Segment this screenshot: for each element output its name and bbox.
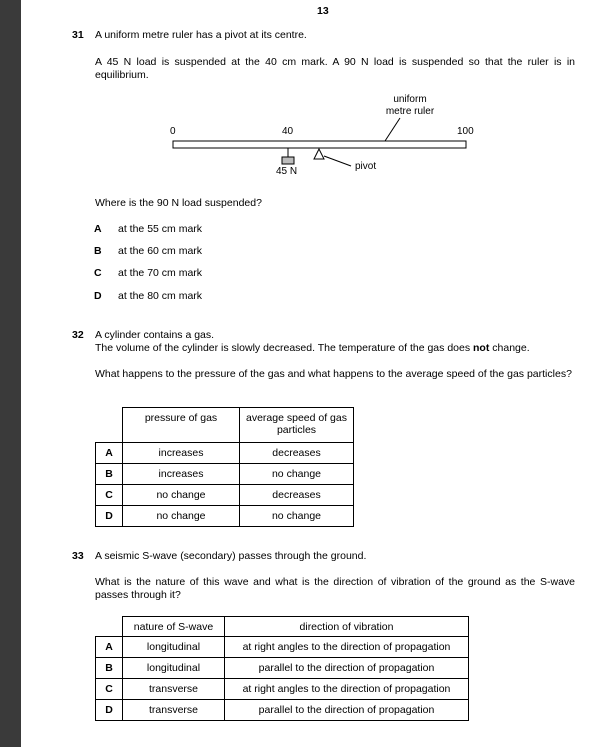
- table-header-row: [96, 617, 469, 637]
- table-row: [96, 485, 354, 506]
- table-row: [96, 637, 469, 658]
- cell-direction: at right angles to the direction of propagation: [225, 679, 469, 700]
- question-31-body: A 45 N load is suspended at the 40 cm mark. A 90 N load is suspended so that the ruler is in equilibrium.: [95, 56, 575, 81]
- cell-direction: at right angles to the direction of propagation: [225, 637, 469, 658]
- mark-0-label: 0: [170, 126, 176, 137]
- cell-nature: transverse: [123, 679, 225, 700]
- mark-40-label: 40: [282, 126, 294, 137]
- row-letter: C: [96, 485, 123, 506]
- cell-nature: longitudinal: [123, 658, 225, 679]
- table-header-row: [96, 408, 354, 443]
- row-letter: A: [96, 637, 123, 658]
- q31-option-d-letter: D: [94, 290, 102, 302]
- q31-option-a-letter: A: [94, 223, 102, 235]
- q33-header-nature: nature of S-wave: [123, 617, 225, 637]
- cell-pressure: increases: [123, 443, 240, 464]
- cell-speed: decreases: [240, 485, 354, 506]
- table-row: [96, 506, 354, 527]
- ruler-label-line1: uniform: [393, 94, 427, 105]
- question-32-line2: [95, 342, 530, 354]
- table-row: [96, 658, 469, 679]
- cell-pressure: no change: [123, 506, 240, 527]
- pivot-pointer: [324, 156, 351, 166]
- ruler-label-line2: metre ruler: [385, 106, 435, 117]
- pivot-triangle: [314, 149, 324, 159]
- question-32-number: 32: [72, 329, 84, 341]
- row-letter: B: [96, 464, 123, 485]
- cell-nature: longitudinal: [123, 637, 225, 658]
- question-32-question: What happens to the pressure of the gas and what happens to the average speed of the gas particles?: [95, 368, 572, 380]
- q32-header-speed: average speed of gas particles: [240, 408, 354, 443]
- q31-option-a-text: at the 55 cm mark: [118, 223, 203, 235]
- question-33-number: 33: [72, 550, 84, 562]
- row-letter: A: [96, 443, 123, 464]
- cell-speed: decreases: [240, 443, 354, 464]
- cell-speed: no change: [240, 464, 354, 485]
- q31-option-c-text: at the 70 cm mark: [118, 267, 203, 279]
- question-31-stem: A uniform metre ruler has a pivot at its centre.: [95, 29, 307, 41]
- row-letter: D: [96, 700, 123, 721]
- table-row: [96, 700, 469, 721]
- cell-pressure: increases: [123, 464, 240, 485]
- row-letter: D: [96, 506, 123, 527]
- q31-option-d-text: at the 80 cm mark: [118, 290, 203, 302]
- table-row: [96, 443, 354, 464]
- mark-100-label: 100: [457, 126, 474, 137]
- q33-header-direction: direction of vibration: [225, 617, 469, 637]
- table-row: [96, 464, 354, 485]
- q32-line2-bold: not: [473, 342, 490, 354]
- ruler-label-pointer: [385, 118, 400, 141]
- q31-option-b-letter: B: [94, 245, 102, 257]
- q31-option-c-letter: C: [94, 267, 102, 279]
- cell-pressure: no change: [123, 485, 240, 506]
- row-letter: C: [96, 679, 123, 700]
- q32-line2-pre: The volume of the cylinder is slowly decreased. The temperature of the gas does: [95, 342, 474, 354]
- load-block: [282, 157, 294, 164]
- q32-answer-table: [95, 407, 354, 527]
- row-letter: B: [96, 658, 123, 679]
- q31-option-b-text: at the 60 cm mark: [118, 245, 203, 257]
- cell-direction: parallel to the direction of propagation: [225, 658, 469, 679]
- cell-nature: transverse: [123, 700, 225, 721]
- table-corner-cell: [96, 408, 123, 443]
- q33-answer-table: [95, 616, 469, 721]
- table-corner-cell: [96, 617, 123, 637]
- question-31-question: Where is the 90 N load suspended?: [95, 197, 262, 209]
- page-number: 13: [317, 5, 329, 17]
- table-row: [96, 679, 469, 700]
- metre-ruler: [173, 141, 466, 148]
- pivot-label: pivot: [355, 161, 377, 172]
- question-32-line1: A cylinder contains a gas.: [95, 329, 215, 341]
- question-31-number: 31: [72, 29, 84, 41]
- question-33-stem: A seismic S-wave (secondary) passes through the ground.: [95, 550, 367, 562]
- q32-line2-post: change.: [489, 342, 530, 354]
- question-33-question: What is the nature of this wave and what is the direction of vibration of the ground as the S-wave passes through it?: [95, 576, 575, 601]
- cell-speed: no change: [240, 506, 354, 527]
- cell-direction: parallel to the direction of propagation: [225, 700, 469, 721]
- load-label: 45 N: [276, 166, 298, 177]
- q32-header-pressure: pressure of gas: [123, 408, 240, 443]
